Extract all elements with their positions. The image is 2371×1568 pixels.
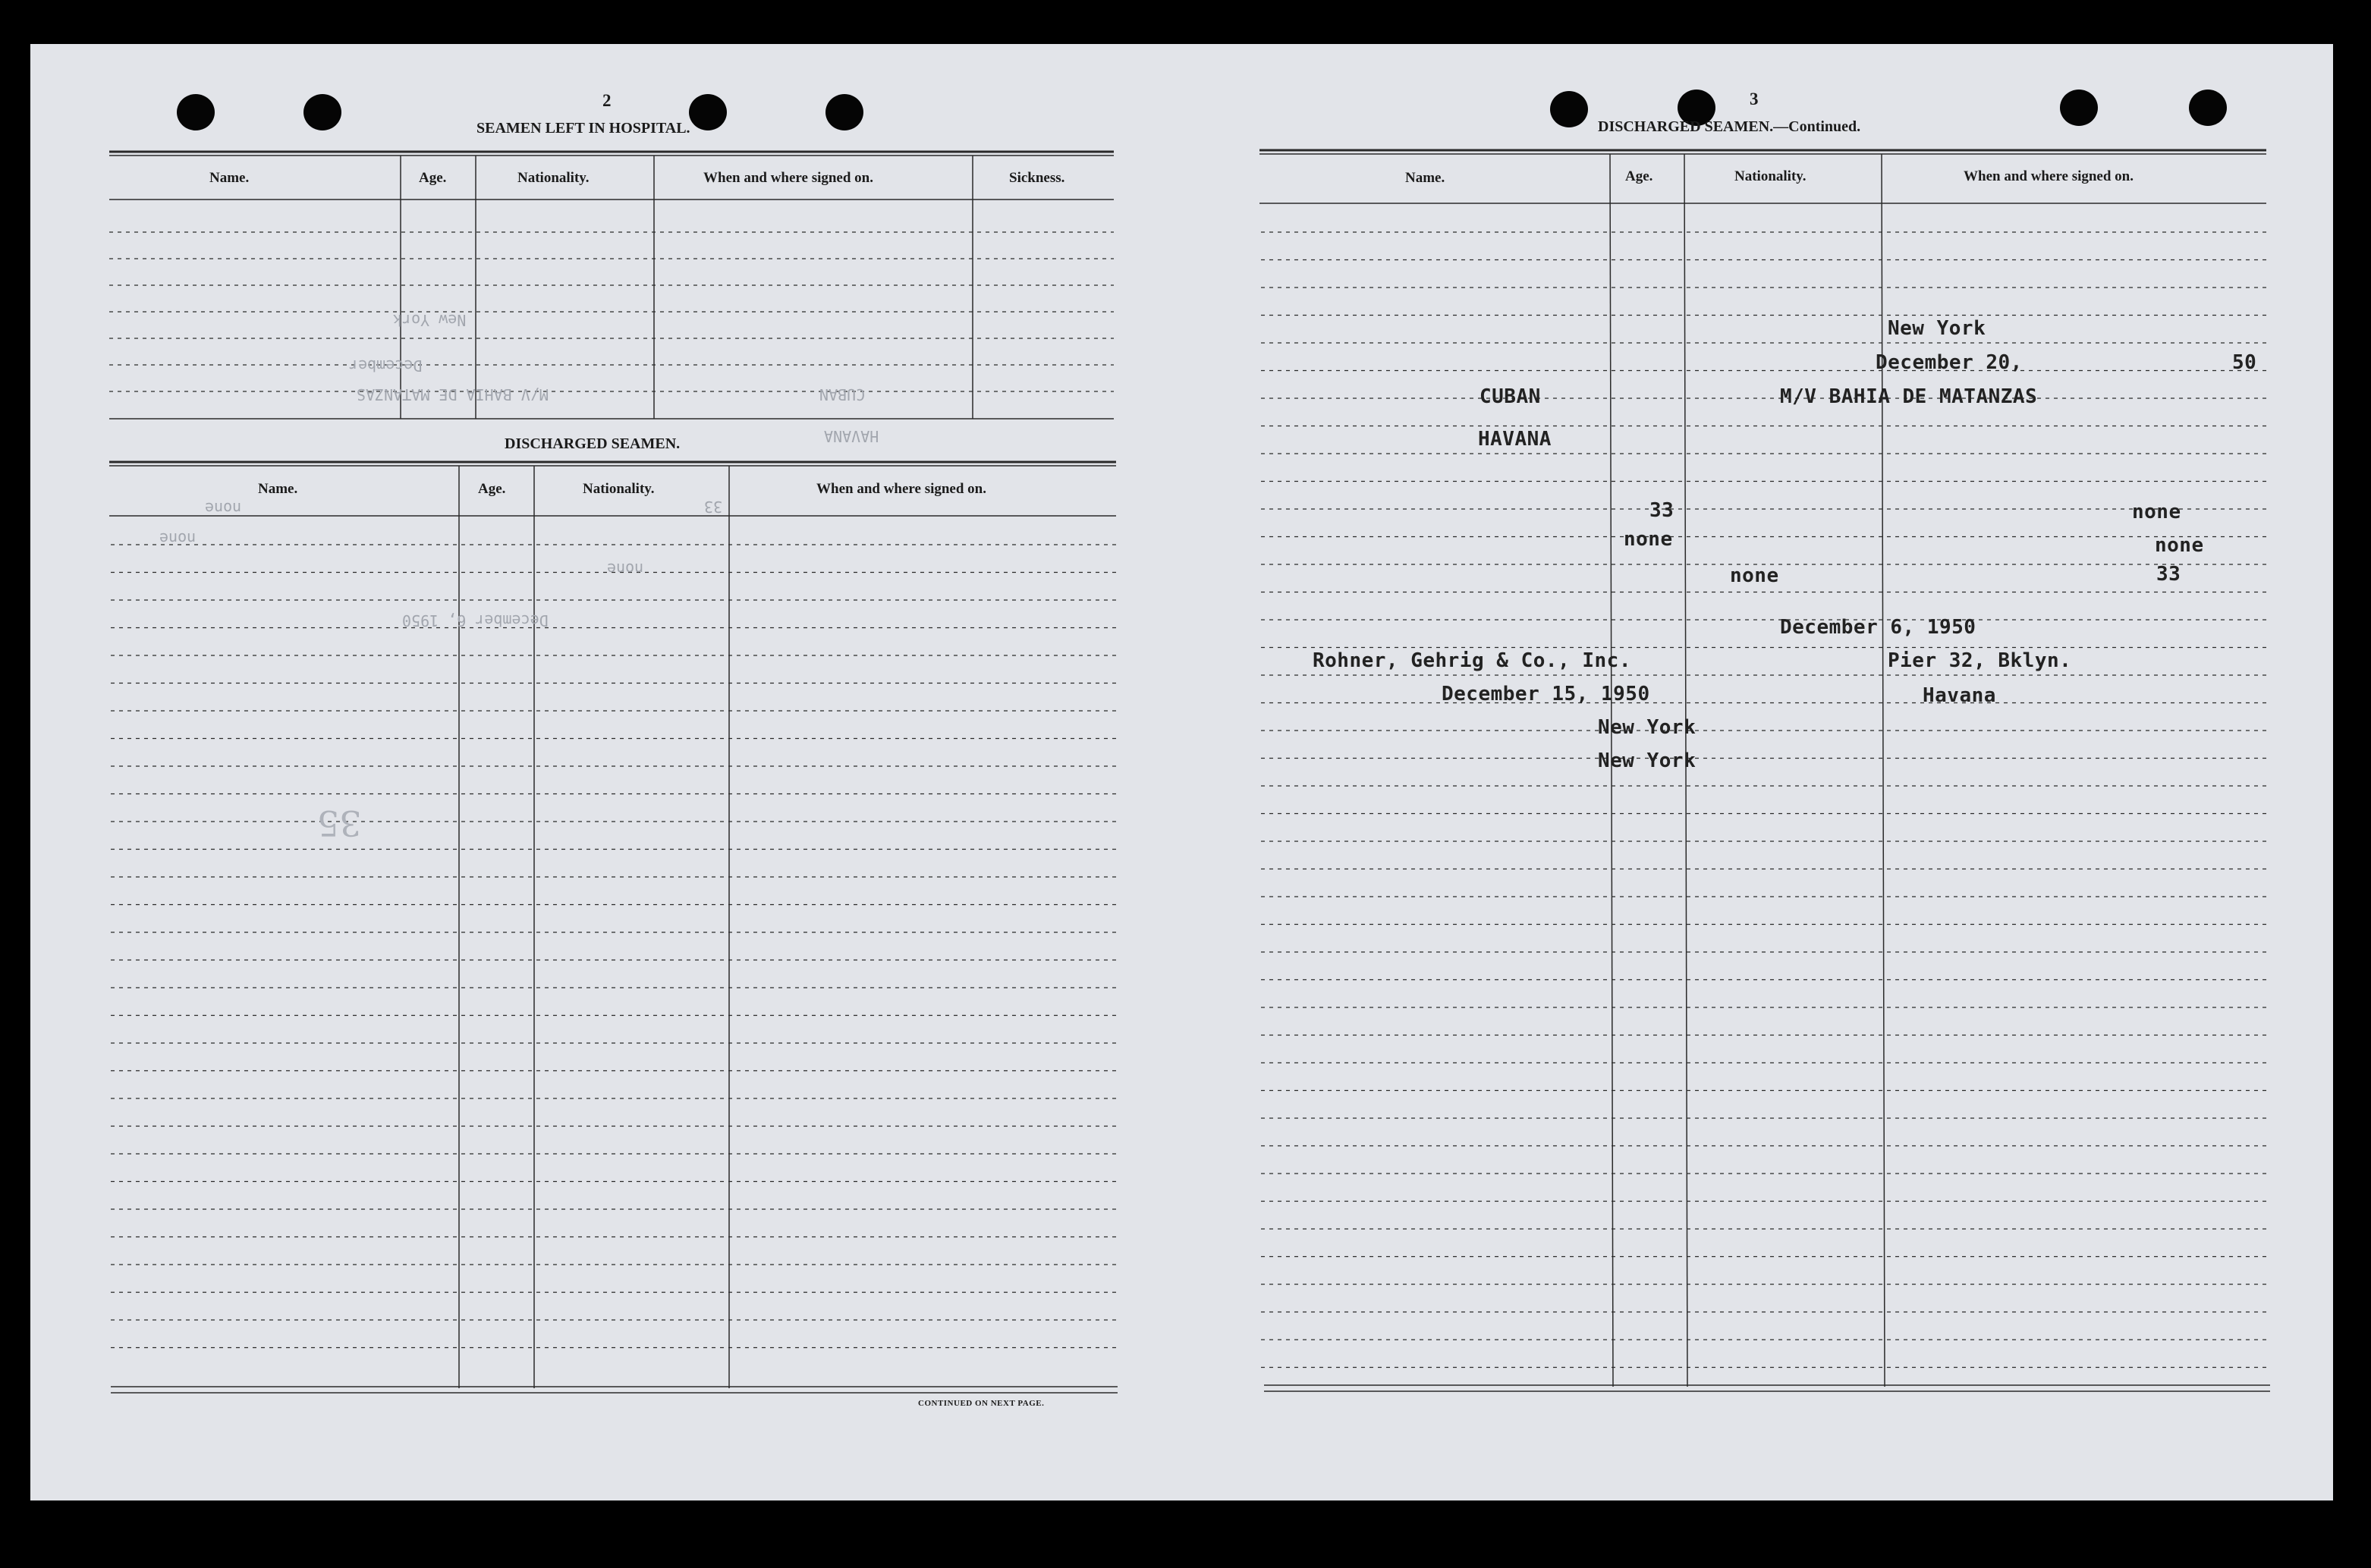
bleed-through-havana: HAVANA [824,427,879,445]
form-rules [30,44,2333,1500]
punch-hole [1550,91,1588,127]
typed-year-50: 50 [2232,351,2257,374]
typed-none-2: none [1624,528,1673,551]
left-page-number: 2 [602,91,612,110]
bleed-through-december-6: December 6, 1950 [402,611,549,630]
discharged-header-age: Age. [478,481,506,497]
punch-hole [177,94,215,130]
typed-new-york-2: New York [1598,716,1696,739]
typed-age-33: 33 [1649,499,1674,522]
discharged-header-nationality: Nationality. [583,481,655,497]
right-page-number: 3 [1750,90,1759,108]
hospital-header-sickness: Sickness. [1009,170,1065,186]
discharged-section-title: DISCHARGED SEAMEN. [505,435,681,452]
typed-none-1: none [2132,501,2181,523]
typed-age-33b: 33 [2156,563,2181,586]
right-header-name: Name. [1405,170,1445,186]
hospital-header-age: Age. [419,170,447,186]
typed-new-york-3: New York [1598,749,1696,772]
hospital-header-nationality: Nationality. [517,170,590,186]
punch-hole [689,94,727,130]
typed-pier: Pier 32, Bklyn. [1888,649,2072,672]
punch-hole [303,94,341,130]
punch-hole [825,94,863,130]
typed-december-6: December 6, 1950 [1780,616,1976,639]
right-header-nationality: Nationality. [1734,168,1807,184]
typed-havana-2: Havana [1923,684,1996,707]
bleed-through-none-b: none [159,529,197,548]
typed-vessel-name: M/V BAHIA DE MATANZAS [1780,385,2038,408]
typed-agent: Rohner, Gehrig & Co., Inc. [1313,649,1631,672]
typed-new-york: New York [1888,317,1986,340]
typed-none-4: none [1730,564,1779,587]
bleed-through-new-york: New York [393,311,467,329]
right-column-divider [1882,154,1885,1387]
punch-hole [2060,90,2098,126]
typed-havana: HAVANA [1478,428,1552,451]
hospital-section-title: SEAMEN LEFT IN HOSPITAL. [476,120,690,137]
right-page-rules [1259,150,2270,1391]
right-section-title: DISCHARGED SEAMEN.—Continued. [1598,118,1861,135]
typed-december-20: December 20, [1876,351,2023,374]
typed-none-3: none [2155,534,2204,557]
typed-cuban: CUBAN [1480,385,1541,408]
left-page-rules [109,152,1118,1393]
bleed-through-number: 35 [317,803,362,844]
right-header-signed-on: When and where signed on. [1964,168,2134,184]
typed-december-15: December 15, 1950 [1442,683,1650,705]
bleed-through-vessel: M/V BAHIA DE MATANZAS [357,385,549,404]
bleed-through-none-c: none [607,560,644,578]
discharged-header-name: Name. [258,481,298,497]
right-header-age: Age. [1625,168,1653,184]
continued-note: CONTINUED ON NEXT PAGE. [918,1399,1045,1408]
bleed-through-none-a: none [205,499,242,517]
hospital-header-signed-on: When and where signed on. [703,170,874,186]
hospital-header-name: Name. [209,170,250,186]
bleed-through-cuban: CUBAN [819,385,866,404]
bleed-through-age: 33 [704,498,723,516]
bleed-through-december: December [349,357,423,375]
crew-list-spread [30,44,2333,1500]
discharged-header-signed-on: When and where signed on. [816,481,987,497]
punch-hole [2189,90,2227,126]
